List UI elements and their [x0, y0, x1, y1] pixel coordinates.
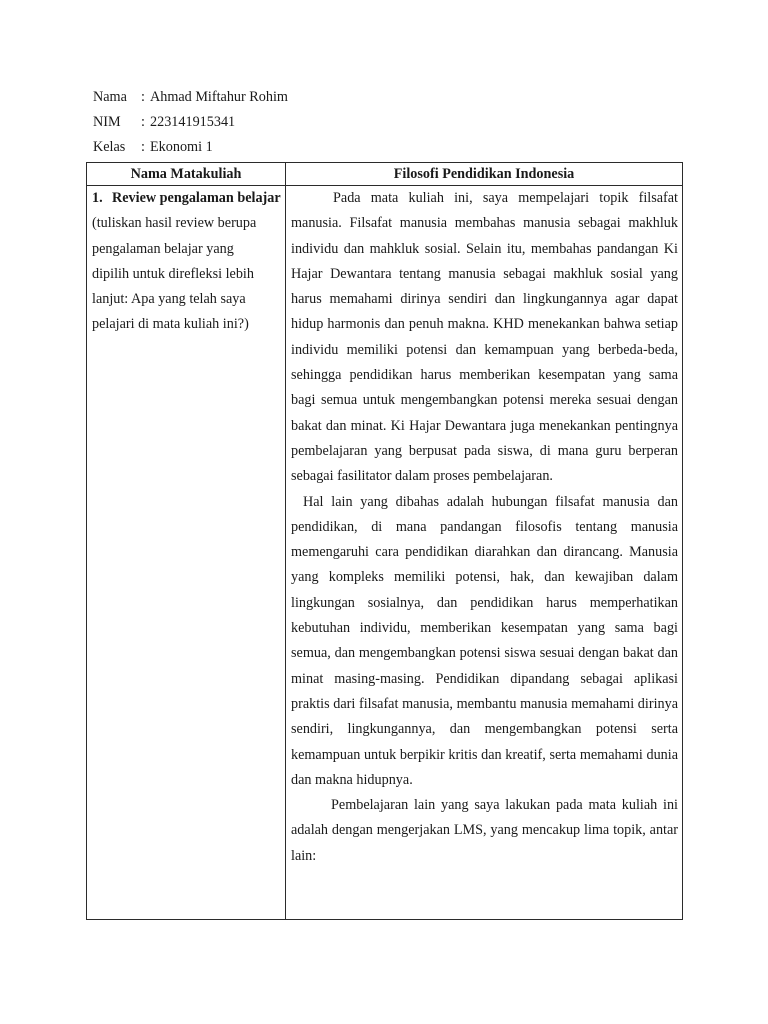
task-description: (tuliskan hasil review berupa pengalaman belajar yang dipilih untuk direfleksi lebih lanjut: Apa yang telah saya pelajari di mata kuliah ini?)	[92, 215, 257, 333]
class-label: Kelas	[93, 139, 126, 155]
name-separator: :	[141, 89, 145, 105]
nim-label: NIM	[93, 114, 121, 130]
task-title	[92, 186, 282, 211]
table-right-border	[682, 162, 683, 920]
table-left-border	[86, 162, 87, 920]
class-separator: :	[141, 139, 145, 155]
student-nim-row	[93, 111, 235, 133]
class-value: Ekonomi 1	[150, 139, 213, 155]
column-header-course-name: Nama Matakuliah	[130, 166, 242, 182]
task-number: 1.	[92, 190, 103, 206]
reflection-cell	[291, 186, 678, 869]
name-label: Nama	[93, 89, 127, 105]
task-cell	[92, 186, 282, 338]
reflection-paragraph-3: Pembelajaran lain yang saya lakukan pada mata kuliah ini adalah dengan mengerjakan LMS, yang mencakup lima topik, antar lain:	[291, 797, 678, 864]
name-value: Ahmad Miftahur Rohim	[150, 89, 288, 105]
nim-value: 223141915341	[150, 114, 236, 130]
table-bottom-border	[86, 919, 683, 920]
student-name-row	[93, 86, 288, 108]
task-title-text: Review pengalaman belajar	[112, 190, 281, 206]
reflection-paragraph-2: Hal lain yang dibahas adalah hubungan filsafat manusia dan pendidikan, di mana pandangan filosofis tentang manusia memengaruhi cara pendidikan diarahkan dan dirancang. Manusia yang kompleks memiliki potensi, hak, dan kewajiban dalam lingkungan sosialnya, dan pendidikan harus memperhatikan kebutuhan individu, memberikan kesempatan yang sama bagi semua, dan mengembangkan potensi siswa sesuai dengan bakat dan minat masing-masing. Pendidikan dipandang sebagai aplikasi praktis dari filsafat manusia, membantu manusia memahami dirinya sendiri, lingkungannya, dan mengembangkan potensi serta kemampuan untuk berpikir kritis dan kreatif, serta memahami dunia dan makna hidupnya.	[291, 493, 678, 788]
table-column-divider	[285, 162, 286, 920]
column-header-course-title: Filosofi Pendidikan Indonesia	[393, 166, 575, 182]
student-class-row	[93, 136, 213, 158]
reflection-paragraph-1: Pada mata kuliah ini, saya mempelajari topik filsafat manusia. Filsafat manusia membahas manusia sebagai makhluk individu dan mahkluk sosial. Selain itu, membahas pandangan Ki Hajar Dewantara tentang manusia sebagai makhluk sosial yang harus memahami dirinya sendiri dan lingkungannya agar dapat hidup harmonis dan penuh makna. KHD menekankan bahwa setiap individu memiliki potensi dan kemampuan yang berbeda-beda, sehingga pendidikan harus memberikan kesempatan yang sama bagi semua untuk mengembangkan potensi mereka sesuai dengan bakat dan minat. Ki Hajar Dewantara juga menekankan pentingnya pembelajaran yang berpusat pada siswa, di mana guru berperan sebagai fasilitator dalam proses pembelajaran.	[291, 190, 678, 485]
nim-separator: :	[141, 114, 145, 130]
